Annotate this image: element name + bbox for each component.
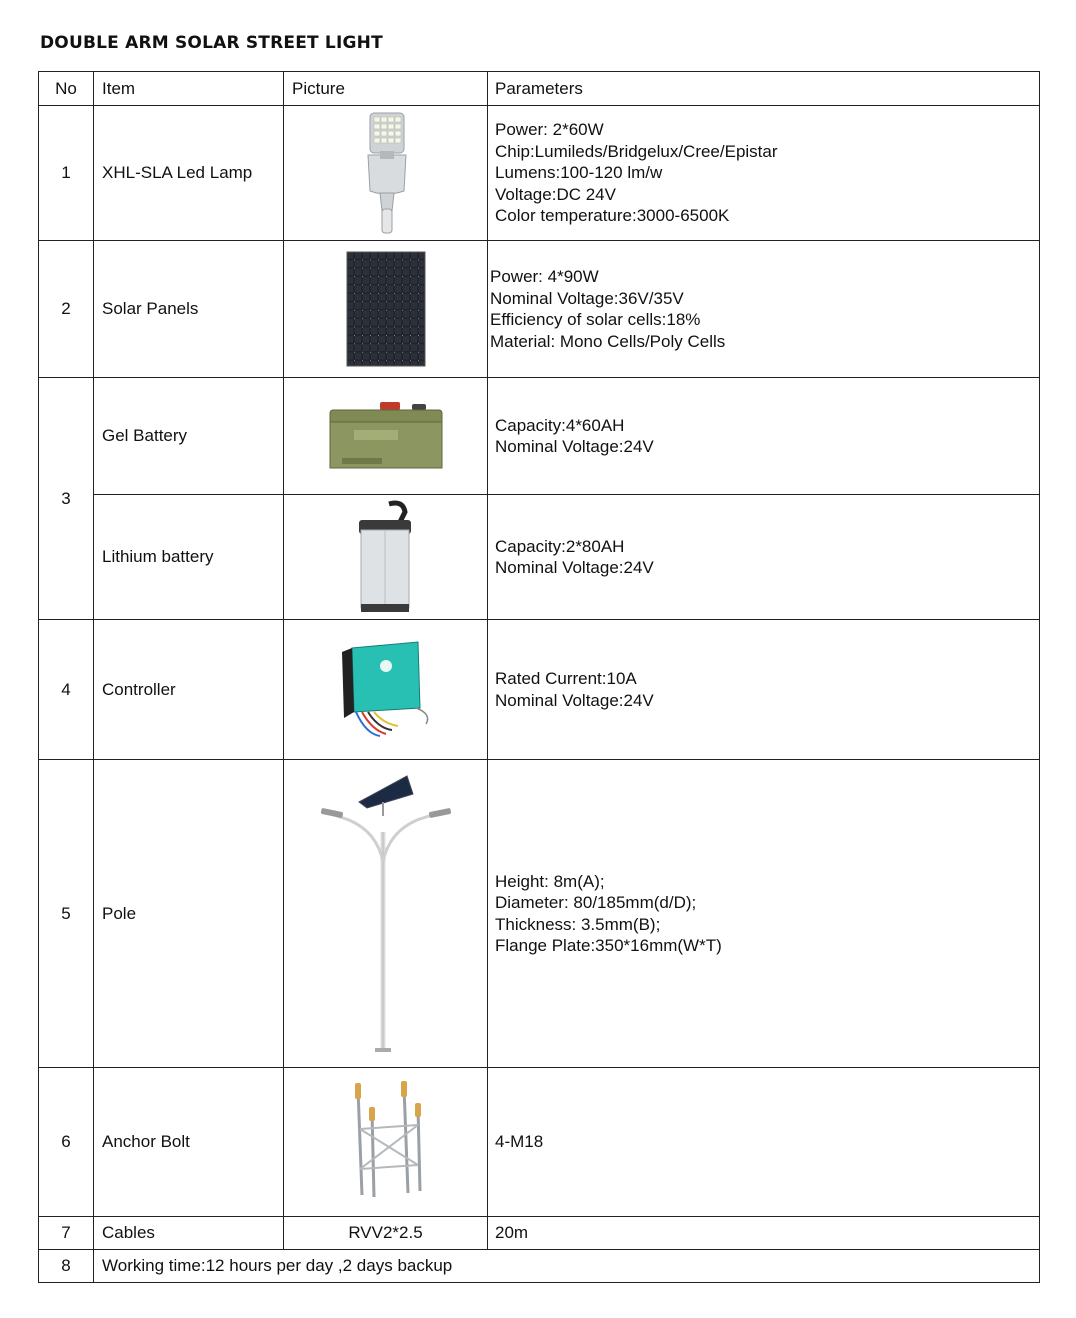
param-line: Material: Mono Cells/Poly Cells — [490, 331, 726, 351]
row-parameters — [488, 495, 1040, 620]
row-picture — [284, 620, 488, 760]
table-row — [39, 106, 1040, 241]
row-item: Solar Panels — [94, 241, 284, 378]
param-line: Efficiency of solar cells:18% — [490, 310, 701, 329]
header-picture: Picture — [284, 72, 488, 106]
param-line: Color temperature:3000-6500K — [495, 206, 730, 226]
table-row — [39, 1068, 1040, 1217]
controller-icon — [336, 638, 436, 742]
param-line: Chip:Lumileds/Bridgelux/Cree/Epistar — [495, 141, 778, 161]
lithium-battery-icon — [353, 500, 419, 614]
row-item: Lithium battery — [94, 495, 284, 620]
header-no: No — [39, 72, 94, 106]
row-picture — [284, 760, 488, 1068]
table-row — [39, 1250, 1040, 1283]
param-line: Thickness: 3.5mm(B); — [495, 914, 661, 934]
row-picture-text: RVV2*2.5 — [284, 1217, 488, 1250]
row-item: Cables — [94, 1217, 284, 1250]
row-parameters — [488, 378, 1040, 495]
anchor-bolt-icon — [346, 1081, 426, 1203]
param-line: Power: 2*60W — [495, 120, 604, 140]
param-line: Rated Current:10A — [495, 669, 637, 688]
table-row — [39, 241, 1040, 378]
param-line: Power: 4*90W — [490, 267, 599, 286]
table-row — [39, 760, 1040, 1068]
header-item: Item — [94, 72, 284, 106]
row-no: 8 — [39, 1250, 94, 1283]
row-picture — [284, 1068, 488, 1217]
row-parameters — [488, 620, 1040, 760]
gel-battery-icon — [328, 400, 444, 472]
row-no: 7 — [39, 1217, 94, 1250]
param-line: Nominal Voltage:24V — [495, 437, 654, 456]
row-item: Pole — [94, 760, 284, 1068]
row-no: 3 — [39, 378, 94, 620]
row-no: 2 — [39, 241, 94, 378]
row-picture — [284, 378, 488, 495]
led-lamp-icon — [356, 111, 416, 235]
row-parameters — [488, 1068, 1040, 1217]
row-item: Gel Battery — [94, 378, 284, 495]
param-line: Lumens:100-120 lm/w — [495, 163, 663, 183]
spec-table — [38, 71, 1040, 1283]
header-parameters: Parameters — [488, 72, 1040, 106]
row-no: 4 — [39, 620, 94, 760]
param-line: Height: 8m(A); — [495, 871, 605, 891]
param-line: Capacity:2*80AH — [495, 536, 625, 556]
row-picture — [284, 495, 488, 620]
row-item: Controller — [94, 620, 284, 760]
row-parameters — [488, 760, 1040, 1068]
param-line: Diameter: 80/185mm(d/D); — [495, 893, 697, 912]
row-no: 5 — [39, 760, 94, 1068]
row-no: 6 — [39, 1068, 94, 1217]
row-no: 1 — [39, 106, 94, 241]
table-row — [39, 378, 1040, 495]
row-parameters — [488, 241, 1040, 378]
param-line: 4-M18 — [495, 1132, 544, 1152]
row-item: XHL-SLA Led Lamp — [94, 106, 284, 241]
table-row — [39, 1217, 1040, 1250]
row-parameters — [488, 106, 1040, 241]
table-row — [39, 495, 1040, 620]
table-header-row — [39, 72, 1040, 106]
row-parameters: 20m — [488, 1217, 1040, 1250]
pole-icon — [319, 772, 453, 1056]
param-line: Nominal Voltage:36V/35V — [490, 288, 684, 308]
row-picture — [284, 106, 488, 241]
row-picture — [284, 241, 488, 378]
row-item: Working time:12 hours per day ,2 days backup — [94, 1250, 1040, 1283]
row-item: Anchor Bolt — [94, 1068, 284, 1217]
document-title: DOUBLE ARM SOLAR STREET LIGHT — [40, 33, 383, 53]
table-row — [39, 620, 1040, 760]
param-line: Nominal Voltage:24V — [495, 690, 654, 710]
param-line: Flange Plate:350*16mm(W*T) — [495, 936, 722, 955]
param-line: Nominal Voltage:24V — [495, 558, 654, 577]
param-line: Voltage:DC 24V — [495, 184, 616, 204]
solar-panel-icon — [346, 251, 426, 367]
param-line: Capacity:4*60AH — [495, 415, 625, 435]
